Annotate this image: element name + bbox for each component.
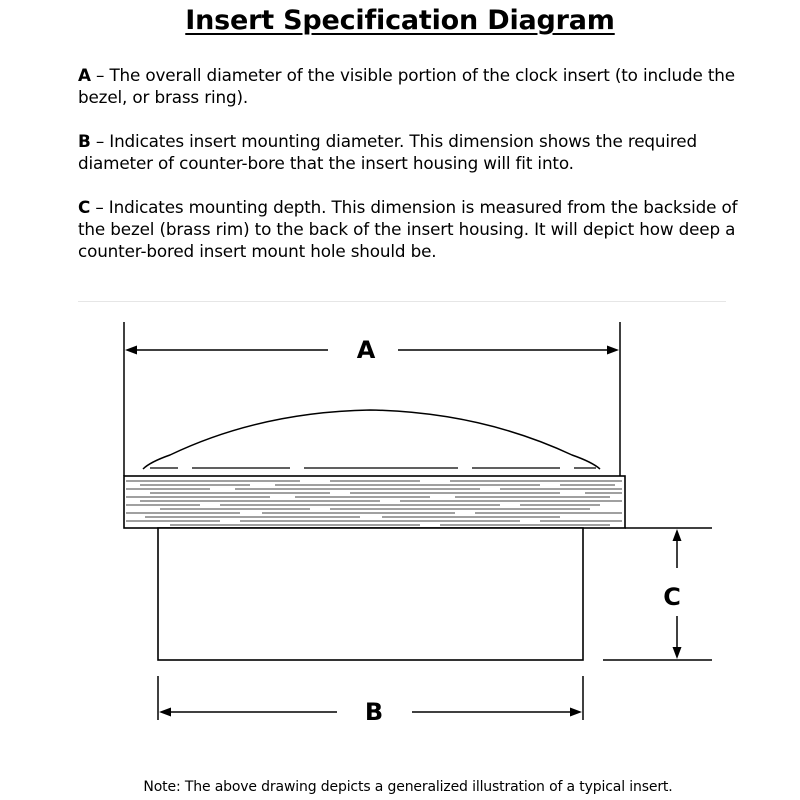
insert-dome <box>143 410 600 469</box>
dimension-b-arrow-left <box>159 708 171 717</box>
dimension-a-arrow-right <box>607 346 619 355</box>
dome-lens-outline <box>143 410 600 469</box>
bezel-outline <box>124 476 625 528</box>
insert-housing <box>158 528 583 660</box>
dimension-a-label: A <box>356 336 376 364</box>
footnote: Note: The above drawing depicts a generalized illustration of a typical insert. <box>143 779 673 795</box>
dimension-b-label: B <box>364 698 384 726</box>
dimension-c-arrow-top <box>673 529 682 541</box>
diagram-title: Insert Specification Diagram <box>185 5 615 36</box>
dimension-c-label: C <box>663 583 681 611</box>
dimension-a-arrow-left <box>125 346 137 355</box>
dimension-b-arrow-right <box>570 708 582 717</box>
definition-c-letter: C <box>78 197 91 217</box>
bezel-ring <box>124 476 625 528</box>
definition-a-text: – The overall diameter of the visible portion of the clock insert (to include the bezel, or brass ring). <box>78 65 735 107</box>
dimension-c-arrow-bottom <box>673 647 682 659</box>
dimension-c <box>603 528 712 660</box>
definition-b-text: – Indicates insert mounting diameter. This dimension shows the required diameter of counter-bore that the insert housing will fit into. <box>78 131 697 173</box>
definition-c-text: – Indicates mounting depth. This dimension is measured from the backside of the bezel (brass rim) to the back of the insert housing. It will depict how deep a counter-bored insert mount hole should be. <box>78 197 738 261</box>
definition-a-letter: A <box>78 65 91 85</box>
definition-b-letter: B <box>78 131 91 151</box>
